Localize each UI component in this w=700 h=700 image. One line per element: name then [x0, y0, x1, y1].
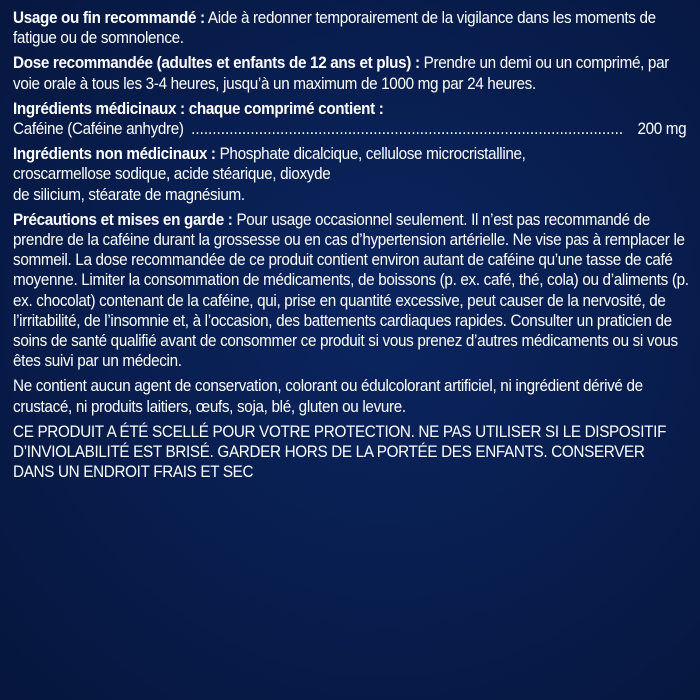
usage-section	[13, 8, 689, 48]
non-medicinal-text-1: Phosphate dicalcique, cellulose microcristalline,	[219, 145, 526, 164]
precautions-paragraph	[13, 210, 689, 372]
medicinal-ingredients-heading: Ingrédients médicinaux : chaque comprimé contient :	[13, 99, 384, 118]
non-medicinal-ingredients-section	[13, 144, 689, 205]
dose-text: Prendre un demi ou un comprimé, par voie orale à tous les 3-4 heures, jusqu’à un maximum de 1000 mg par 24 heures.	[13, 54, 669, 93]
non-medicinal-line-3: de silicium, stéarate de magnésium.	[13, 185, 245, 204]
leader-dots	[191, 119, 624, 139]
free-from-section	[13, 376, 689, 416]
non-medicinal-line-2: croscarmellose sodique, acide stéarique, dioxyde	[13, 165, 331, 184]
precautions-section	[13, 210, 689, 372]
ingredient-amount: 200 mg	[637, 120, 687, 139]
dose-section	[13, 53, 689, 93]
usage-text: Aide à redonner temporairement de la vigilance dans les moments de fatigue ou de somnolence.	[13, 9, 656, 48]
usage-heading: Usage ou fin recommandé :	[13, 9, 205, 27]
warning-section	[13, 422, 689, 483]
usage-paragraph	[13, 8, 689, 48]
medicinal-ingredients-section	[13, 99, 689, 139]
precautions-heading: Précautions et mises en garde :	[13, 210, 233, 229]
dose-heading: Dose recommandée (adultes et enfants de 12 ans et plus) :	[13, 54, 420, 73]
non-medicinal-heading: Ingrédients non médicinaux :	[13, 145, 216, 164]
free-from-text: Ne contient aucun agent de conservation, colorant ou édulcolorant artificiel, ni ingrédient dérivé de crustacé, ni produits laitiers, œufs, soja, blé, gluten ou levure.	[13, 377, 643, 416]
precautions-text: Pour usage occasionnel seulement. Il n’est pas recommandé de prendre de la caféine durant la grossesse ou en cas d’hypertension artérielle. Ne vise pas à remplacer le sommeil. La dose recommandée de ce produit contient environ autant de caféine qu’une tasse de café moyenne. Limiter la consommation de médicaments, de boissons (p. ex. café, thé, cola) ou d’aliments (p. ex. chocolat) contenant de la caféine, qui, prise en quantité excessive, peut causer de la nervosité, de l’irritabilité, de l’insomnie et, à l’occasion, des battements cardiaques rapides. Consulter un praticien de soins de santé qualifié avant de consommer ce produit si vous prenez d’autres médicaments ou si vous êtes suivi par un médecin.	[13, 210, 689, 371]
non-medicinal-line-1	[13, 144, 689, 164]
dose-paragraph	[13, 53, 689, 93]
warning-text: CE PRODUIT A ÉTÉ SCELLÉ POUR VOTRE PROTECTION. NE PAS UTILISER SI LE DISPOSITIF D’INVIOLABILITÉ EST BRISÉ. GARDER HORS DE LA PORTÉE DES ENFANTS. CONSERVER DANS UN ENDROIT FRAIS ET SEC	[13, 422, 667, 482]
ingredient-row	[13, 119, 686, 139]
ingredient-name: Caféine (Caféine anhydre)	[13, 120, 184, 139]
